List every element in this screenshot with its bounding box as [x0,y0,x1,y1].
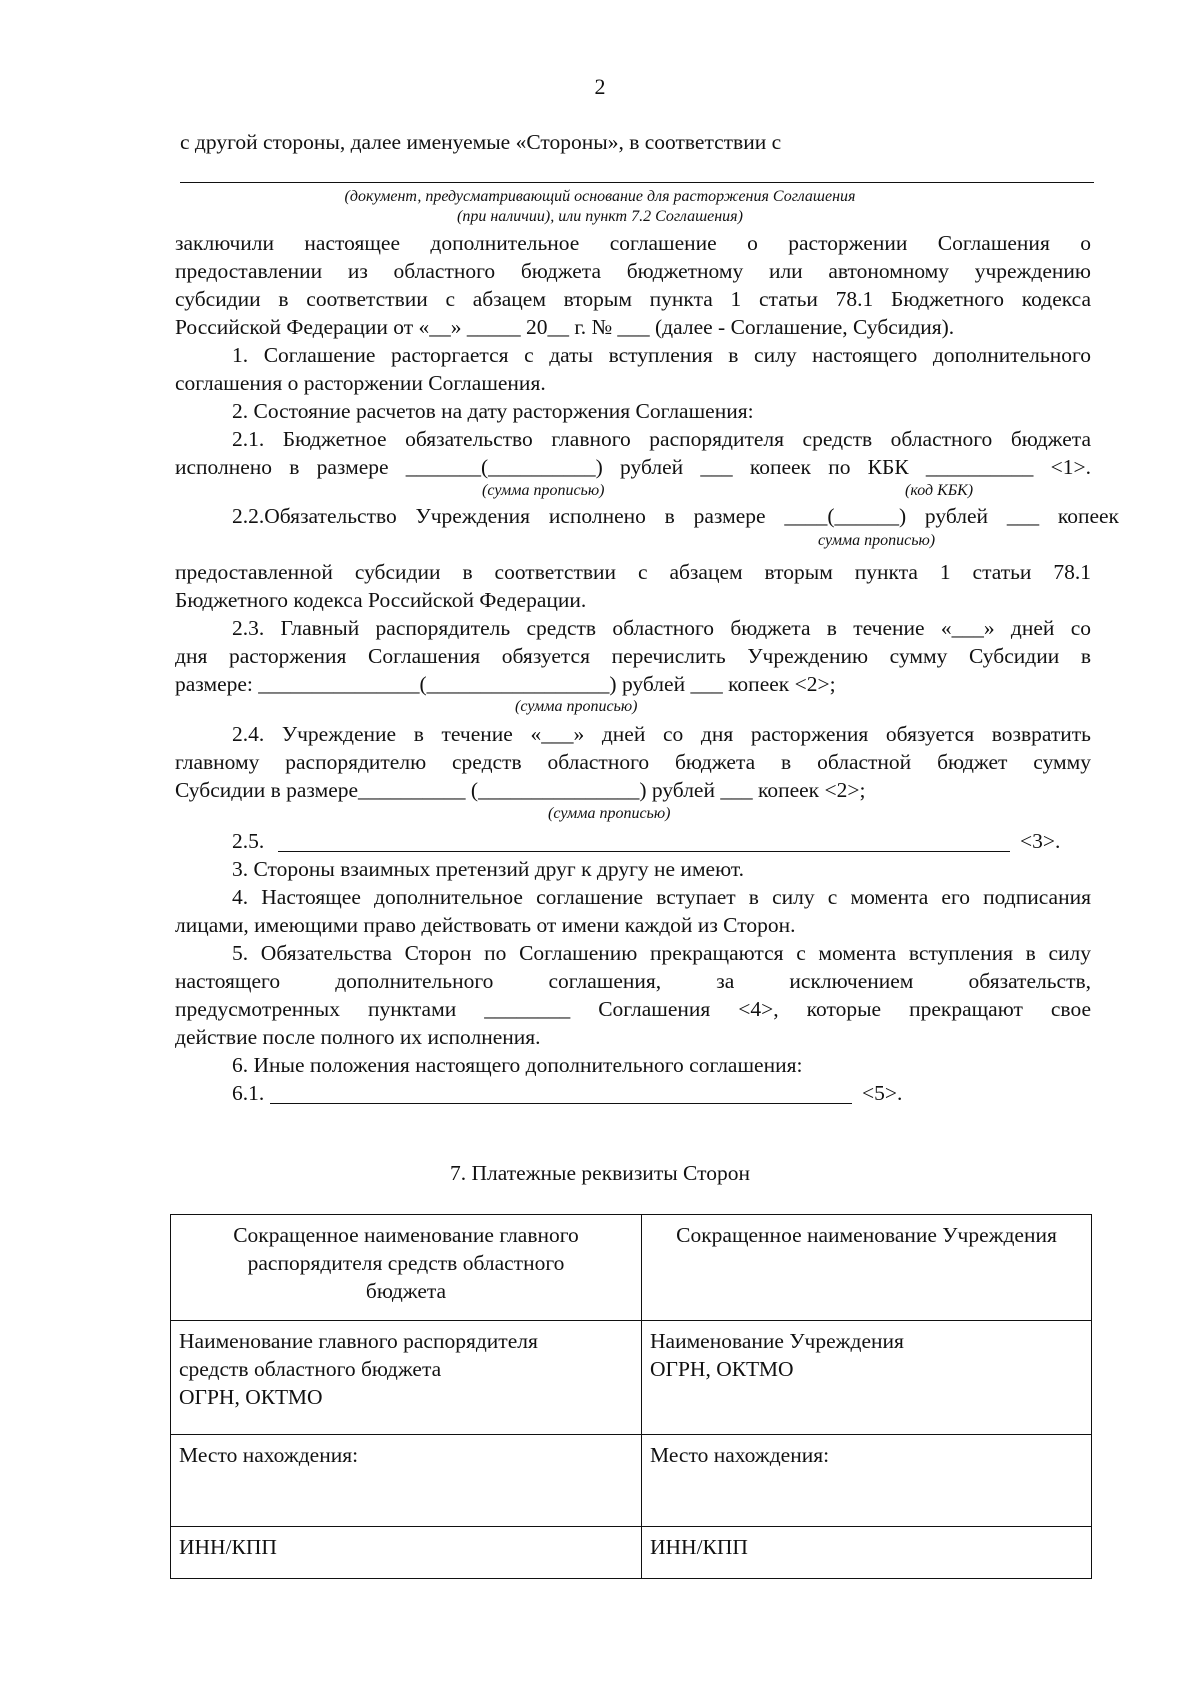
fill-in-rule-2-5 [278,851,1010,852]
footnote-ref-3: <3>. [1020,829,1061,853]
cell-institution-name [642,1321,1092,1435]
clause-2-2-line-1: 2.2.Обязательство Учреждения исполнено в размере ____(______) рублей ___ копеек [232,504,1119,528]
manager-name-line-1: Наименование главного распорядителя [179,1329,538,1353]
manager-location-label: Место нахождения: [179,1443,359,1467]
note-basis-2: (при наличии), или пункт 7.2 Соглашения) [457,208,743,225]
clause-2-3-line-3: размере: _______________(_________________) рублей ___ копеек <2>; [175,672,836,696]
clause-6: 6. Иные положения настоящего дополнительного соглашения: [232,1053,803,1077]
preamble-line-1: заключили настоящее дополнительное соглашение о расторжении Соглашения о [175,231,1091,255]
fill-in-rule-6-1 [270,1103,852,1104]
header-cell-institution [642,1215,1092,1321]
cell-manager-inn [171,1527,642,1579]
clause-5-line-4: действие после полного их исполнения. [175,1025,541,1049]
clause-4-line-2: лицами, имеющими право действовать от имени каждой из Сторон. [175,913,796,937]
clause-4-line-1: 4. Настоящее дополнительное соглашение вступает в силу с момента его подписания [232,885,1091,909]
clause-2-4-line-3: Субсидии в размере__________ (_______________) рублей ___ копеек <2>; [175,778,866,802]
header-manager-line-1: Сокращенное наименование главного [233,1223,579,1247]
clause-2-line-1: 2. Состояние расчетов на дату расторжения Соглашения: [232,399,754,423]
clause-2-1-line-2: исполнено в размере _______(__________) рублей ___ копеек по КБК __________ <1>. [175,455,1091,479]
cell-manager-location [171,1435,642,1527]
clause-5-line-3: предусмотренных пунктами ________ Соглашения <4>, которые прекращают свое [175,997,1091,1021]
header-manager-line-3: бюджета [365,1279,447,1303]
note-sum-2-1: (сумма прописью) [482,482,605,499]
clause-3: 3. Стороны взаимных претензий друг к другу не имеют. [232,857,745,881]
institution-name-line-2: ОГРН, ОКТМО [650,1357,794,1381]
clause-2-2-line-3: Бюджетного кодекса Российской Федерации. [175,588,587,612]
clause-2-3-line-1: 2.3. Главный распорядитель средств областного бюджета в течение «___» дней со [232,616,1091,640]
note-kbk: (код КБК) [905,482,974,499]
cell-manager-name [171,1321,642,1435]
note-sum-2-3: (сумма прописью) [515,698,638,715]
header-manager-line-2: распорядителя средств областного [247,1251,565,1275]
manager-inn-label: ИНН/КПП [179,1535,277,1559]
clause-6-1-number: 6.1. [232,1081,265,1105]
page-number: 2 [594,74,606,99]
clause-2-4-line-2: главному распорядителю средств областного бюджета в областной бюджет сумму [175,750,1091,774]
note-sum-2-4: (сумма прописью) [548,805,671,822]
institution-inn-label: ИНН/КПП [650,1535,748,1559]
manager-name-line-3: ОГРН, ОКТМО [179,1385,323,1409]
header-cell-manager [171,1215,642,1321]
header-institution-line: Сокращенное наименование Учреждения [676,1223,1057,1247]
footnote-ref-5: <5>. [862,1081,903,1105]
intro-line: с другой стороны, далее именуемые «Стороны», в соответствии с [180,130,782,154]
clause-2-2-line-2: предоставленной субсидии в соответствии с абзацем вторым пункта 1 статьи 78.1 [175,560,1091,584]
payment-details-table [170,1214,1092,1579]
clause-2-3-line-2: дня расторжения Соглашения обязуется перечислить Учреждению сумму Субсидии в [175,644,1091,668]
manager-name-line-2: средств областного бюджета [179,1357,442,1381]
institution-location-label: Место нахождения: [650,1443,830,1467]
preamble-line-2: предоставлении из областного бюджета бюджетному или автономному учреждению [175,259,1091,283]
cell-institution-inn [642,1527,1092,1579]
clause-1-line-1: 1. Соглашение расторгается с даты вступления в силу настоящего дополнительного [232,343,1091,367]
clause-2-5-number: 2.5. [232,829,265,853]
clause-2-4-line-1: 2.4. Учреждение в течение «___» дней со дня расторжения обязуется возвратить [232,722,1091,746]
clause-5-line-2: настоящего дополнительного соглашения, за исключением обязательств, [175,969,1091,993]
preamble-line-3: субсидии в соответствии с абзацем вторым пункта 1 статьи 78.1 Бюджетного кодекса [175,287,1091,311]
clause-2-1-line-1: 2.1. Бюджетное обязательство главного распорядителя средств областного бюджета [232,427,1091,451]
note-basis-1: (документ, предусматривающий основание для расторжения Соглашения [344,188,856,205]
institution-name-line-1: Наименование Учреждения [650,1329,904,1353]
section-7-title: 7. Платежные реквизиты Сторон [450,1161,750,1185]
clause-5-line-1: 5. Обязательства Сторон по Соглашению прекращаются с момента вступления в силу [232,941,1091,965]
clause-1-line-2: соглашения о расторжении Соглашения. [175,371,546,395]
preamble-line-4: Российской Федерации от «__» _____ 20__ г. № ___ (далее - Соглашение, Субсидия). [175,315,955,339]
note-sum-2-2: сумма прописью) [818,532,936,549]
fill-in-rule-basis [180,182,1094,183]
cell-institution-location [642,1435,1092,1527]
